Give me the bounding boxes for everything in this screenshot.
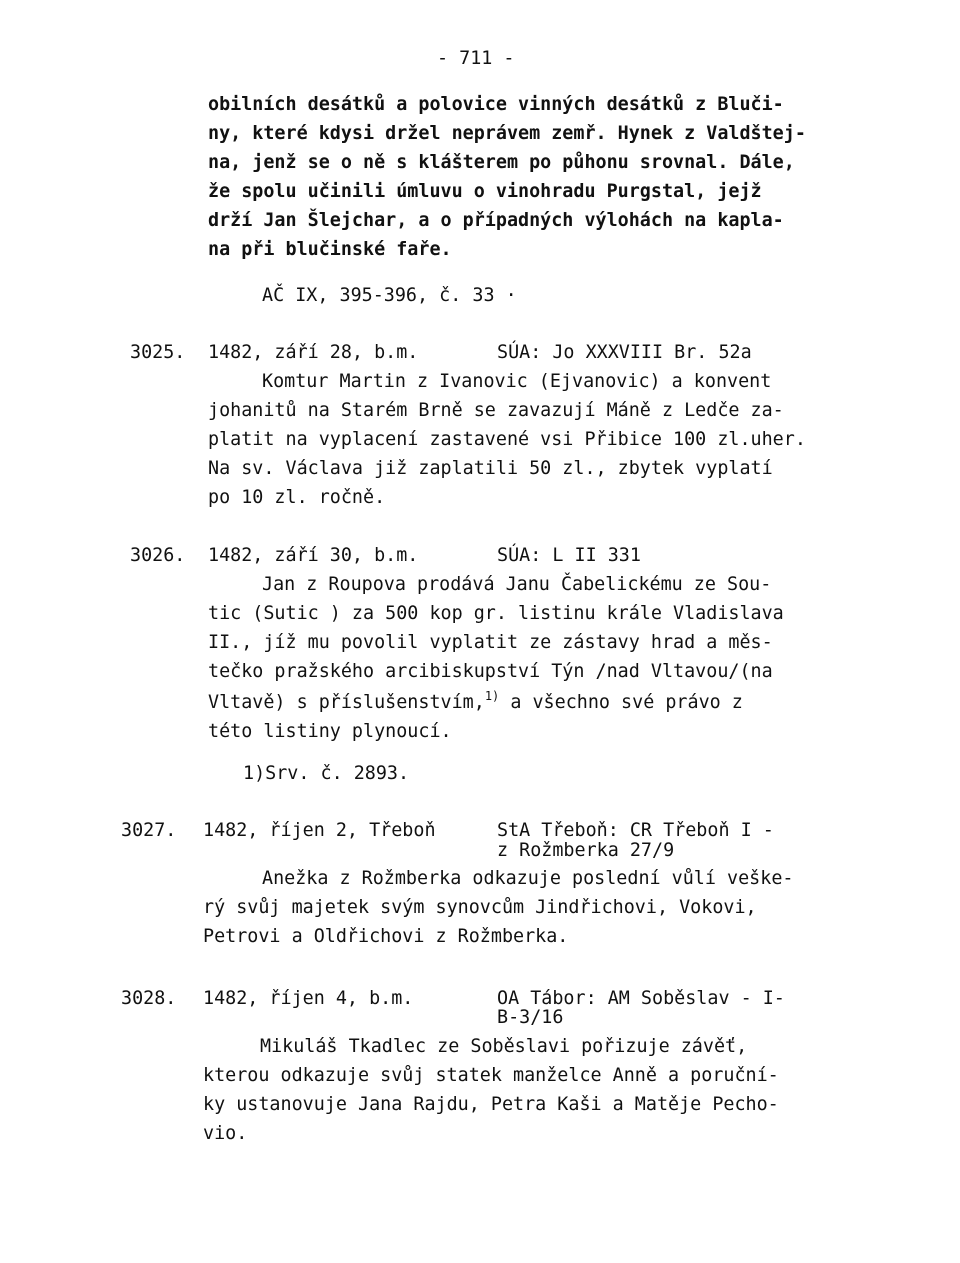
text-fragment: Vltavě) s příslušenstvím, [208,692,485,713]
text-line: Petrovi a Oldřichovi z Rožmberka. [203,926,569,947]
footnote: 1)Srv. č. 2893. [243,763,410,784]
text-line: na při blučinské faře. [208,239,452,260]
footnote-mark: 1) [484,689,500,703]
text-line: vio. [203,1123,248,1144]
text-line: II., jíž mu povolil vyplatit ze zástavy hrad a měs- [208,632,773,653]
text-line: na, jenž se o ně s klášterem po půhonu srovnal. Dále, [208,152,795,173]
text-line: drží Jan Šlejchar, a o případných výlohách na kapla- [208,210,784,231]
text-line: kterou odkazuje svůj statek manželce Anně a poruční- [203,1065,779,1086]
archive-reference: z Rožmberka 27/9 [497,840,675,861]
text-line: této listiny plynoucí. [208,721,452,742]
archive-reference: SÚA: Jo XXXVIII Br. 52a [497,342,752,363]
entry-date: 1482, září 28, b.m. [208,342,419,363]
text-line: že spolu učinili úmluvu o vinohradu Purgstal, jejž [208,181,762,202]
text-line: ky ustanovuje Jana Rajdu, Petra Kaši a Matěje Pecho- [203,1094,779,1115]
text-line: tic (Sutic ) za 500 kop gr. listinu krále Vladislava [208,603,784,624]
archive-reference: OA Tábor: AM Soběslav - I- [497,988,785,1009]
text-line: ny, které kdysi držel neprávem zemř. Hynek z Valdštej- [208,123,806,144]
archive-reference: B-3/16 [497,1007,564,1028]
entry-number: 3025. [130,342,186,363]
text-line: Na sv. Václava již zaplatili 50 zl., zbytek vyplatí [208,458,773,479]
text-line: Jan z Roupova prodává Janu Čabelickému ze Sou- [262,574,772,595]
text-line: platit na vyplacení zastavené vsi Přibice 100 zl.uher. [208,429,806,450]
archive-reference: StA Třeboň: CR Třeboň I - [497,820,774,841]
source-reference: AČ IX, 395-396, č. 33 · [262,285,517,306]
archive-reference: SÚA: L II 331 [497,545,641,566]
entry-number: 3026. [130,545,186,566]
page-number: - 711 - [437,48,515,69]
entry-date: 1482, říjen 2, Třeboň [203,820,436,841]
text-line: Mikuláš Tkadlec ze Soběslavi pořizuje závěť, [260,1036,748,1057]
text-line: rý svůj majetek svým synovcům Jindřichovi, Vokovi, [203,897,757,918]
entry-number: 3028. [121,988,177,1009]
text-line: Komtur Martin z Ivanovic (Ejvanovic) a konvent [262,371,772,392]
text-line: tečko pražského arcibiskupství Týn /nad Vltavou/(na [208,661,773,682]
text-line: po 10 zl. ročně. [208,487,386,508]
text-line: Anežka z Rožmberka odkazuje poslední vůlí veške- [262,868,794,889]
entry-date: 1482, říjen 4, b.m. [203,988,414,1009]
text-fragment: a všechno své právo z [499,692,743,713]
entry-number: 3027. [121,820,177,841]
text-line-with-footnote [208,689,743,713]
entry-date: 1482, září 30, b.m. [208,545,419,566]
text-line: johanitů na Starém Brně se zavazují Máně z Ledče za- [208,400,784,421]
text-line: obilních desátků a polovice vinných desátků z Bluči- [208,94,784,115]
